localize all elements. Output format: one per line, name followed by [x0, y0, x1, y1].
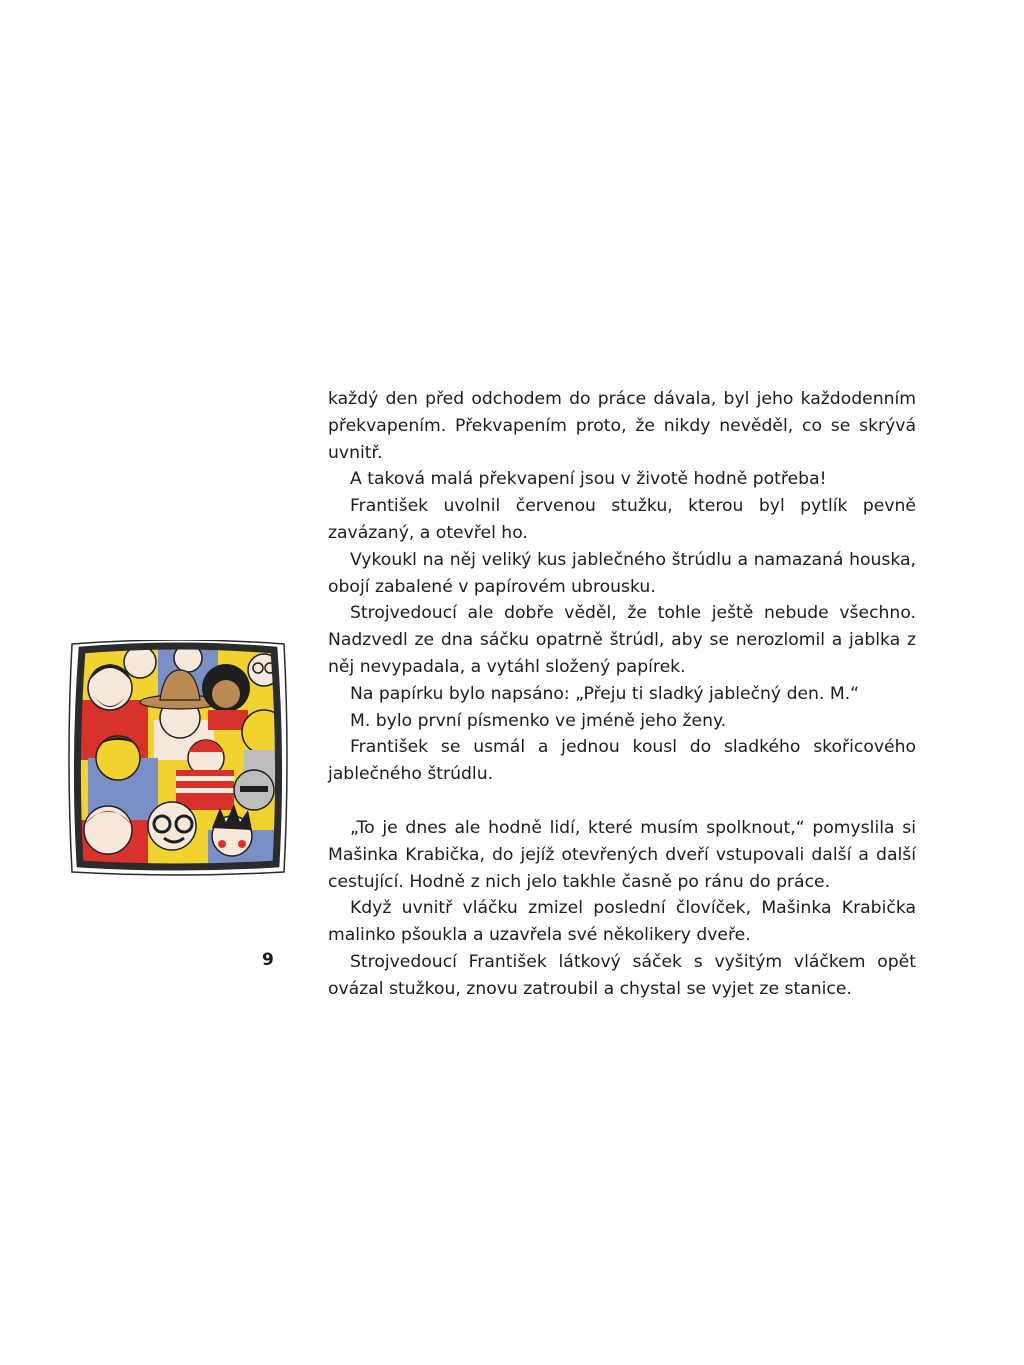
paragraph: M. bylo první písmenko ve jméně jeho ženy. — [350, 710, 727, 731]
paragraph: každý den před odchodem do práce dávala, byl jeho každodenním překvapením. Překvapením proto, že nikdy nevěděl, co se skrývá uvnitř. — [328, 389, 916, 463]
paragraph: „To je dnes ale hodně lidí, které musím spolknout,“ pomyslila si Mašinka Krabička, do jejíž otevřených dveří vstupovali další a další cestující. Hodně z nich jelo takhle časně po ránu do práce. — [328, 817, 916, 892]
paragraph: František uvolnil červenou stužku, kterou byl pytlík pevně zavázaný, a otevřel ho. — [328, 496, 916, 543]
train-window-crowd-illustration — [68, 640, 288, 876]
paragraph: Strojvedoucí František látkový sáček s vyšitým vláčkem opět ovázal stužkou, znovu zatroubil a chystal se vyjet ze stanice. — [328, 951, 916, 999]
paragraph: Strojvedoucí ale dobře věděl, že tohle ještě nebude všechno. Nadzvedl ze dna sáčku opatrně štrúdl, aby se nerozlomil a jablka z něj nevypadala, a vytáhl složený papírek. — [328, 603, 916, 677]
paragraph: A taková malá překvapení jsou v životě hodně potřeba! — [350, 469, 827, 490]
paragraph: Vykoukl na něj veliký kus jablečného štrúdlu a namazaná houska, obojí zabalené v papírovém ubrousku. — [328, 549, 916, 597]
crowd-in-train-window-icon — [68, 640, 288, 876]
page-number: 9 — [262, 950, 274, 970]
paragraph: František se usmál a jednou kousl do sladkého skořicového jablečného štrúdlu. — [328, 737, 916, 785]
paragraph: Když uvnitř vláčku zmizel poslední človíček, Mašinka Krabička malinko pšoukla a uzavřela své několikery dveře. — [328, 898, 916, 946]
paragraph: Na papírku bylo napsáno: „Přeju ti sladký jablečný den. M.“ — [350, 683, 860, 704]
story-text — [328, 386, 916, 1003]
